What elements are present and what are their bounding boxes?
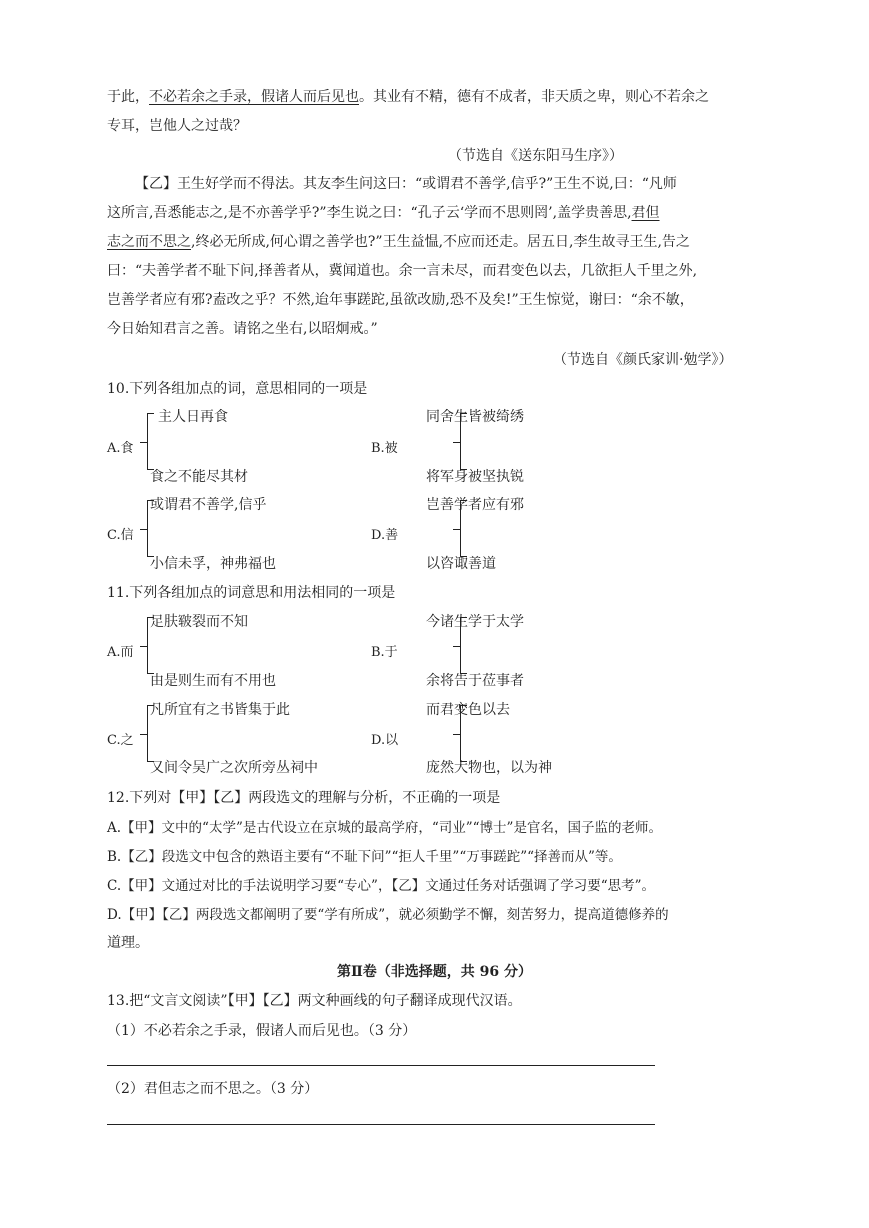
text: 于此，	[107, 89, 149, 105]
yi-line-3	[107, 228, 767, 257]
q10-a-top: 主人日再食	[158, 409, 228, 425]
q13-stem: 13.把“文言文阅读”【甲】【乙】两文种画线的句子翻译成现代汉语。	[107, 993, 522, 1009]
yi-source: （节选自《颜氏家训·勉学》）	[553, 352, 733, 368]
q10-option-a: A.食	[107, 441, 134, 456]
q12-option-c: C.【甲】文通过对比的手法说明学习要“专心”，【乙】文通过任务对话强调了学习要“思考”。	[107, 878, 655, 894]
text: 这所言,吾悉能志之,是不亦善学乎?”李生说之曰：“孔子云‘学而不思则罔’,盖学贵善思,	[107, 205, 632, 221]
q12-option-a: A.【甲】文中的“太学”是古代设立在京城的最高学府，“司业”“博士”是官名，国子监的老师。	[107, 820, 662, 836]
q11-b-bottom: 余将告于莅事者	[426, 673, 524, 689]
brace-icon	[147, 413, 156, 470]
jia-line-1	[107, 83, 767, 112]
q11-c-top: 凡所宜有之书皆集于此	[150, 702, 290, 718]
q11-option-c: C.之	[107, 733, 134, 748]
q11-stem: 11.下列各组加点的词意思和用法相同的一项是	[107, 585, 396, 601]
q13-subquestion-1: （1）不必若余之手录，假诸人而后见也。（3 分）	[107, 1023, 417, 1039]
q10-c-bottom: 小信未孚，神弗福也	[150, 556, 276, 572]
answer-line-2[interactable]	[107, 1124, 655, 1125]
text: ,终必无所成,何心谓之善学也?”王生益愠,不应而还走。居五日,李生故寻王生,告之	[191, 234, 690, 250]
q10-d-bottom: 以咨诹善道	[426, 556, 496, 572]
answer-line-1[interactable]	[107, 1065, 655, 1066]
q12-option-d-cont: 道理。	[107, 935, 149, 951]
q13-subquestion-2: （2）君但志之而不思之。（3 分）	[107, 1081, 319, 1097]
q10-stem: 10.下列各组加点的词，意思相同的一项是	[107, 381, 368, 397]
yi-line-2	[107, 199, 767, 228]
jia-source: （节选自《送东阳马生序》）	[448, 148, 623, 164]
text: 。其业有不精，德有不成者，非天质之卑，则心不若余之	[359, 89, 709, 105]
q10-d-top: 岂善学者应有邪	[426, 497, 524, 513]
yi-line-1: 【乙】王生好学而不得法。其友李生问这曰：“或谓君不善学,信乎?”王生不说,曰：“凡师	[135, 176, 677, 192]
q12-option-d: D.【甲】【乙】两段选文都阐明了要“学有所成”，就必须勤学不懈，刻苦努力，提高道德修养的	[107, 907, 669, 923]
q11-option-d: D.以	[371, 733, 399, 748]
q10-b-top: 同舍生皆被绮绣	[426, 409, 524, 425]
q11-d-top: 而君变色以去	[426, 702, 510, 718]
q11-d-bottom: 庞然大物也，以为神	[426, 760, 552, 776]
yi-line-5: 岂善学者应有邪?盍改之乎？不然,迨年事蹉跎,虽欲改励,恐不及矣!”王生惊觉，谢曰：“余不敏，	[107, 292, 694, 308]
q11-option-b: B.于	[371, 645, 398, 660]
q11-a-bottom: 由是则生而有不用也	[150, 673, 276, 689]
underlined-sentence-2b: 志之而不思之	[107, 234, 191, 250]
q11-a-top: 足肤皲裂而不知	[150, 614, 248, 630]
q11-c-bottom: 又间令吴广之次所旁丛祠中	[150, 760, 318, 776]
jia-line-2: 专耳，岂他人之过哉？	[107, 118, 247, 134]
q10-c-top: 或谓君不善学,信乎	[150, 497, 267, 513]
jia-passage-end	[107, 83, 767, 141]
q10-option-b: B.被	[371, 441, 398, 456]
q12-stem: 12.下列对【甲】【乙】两段选文的理解与分析，不正确的一项是	[107, 790, 501, 806]
q11-b-top: 今诸生学于太学	[426, 614, 524, 630]
q10-a-bottom: 食之不能尽其材	[150, 469, 248, 485]
yi-line-6: 今日始知君言之善。请铭之坐右,以昭炯戒。”	[107, 321, 378, 337]
section-heading: 第Ⅱ卷（非选择题，共 96 分）	[336, 964, 533, 980]
yi-line-4: 曰：“夫善学者不耻下问,择善者从，冀闻道也。余一言未尽，而君变色以去，几欲拒人千里之外,	[107, 263, 698, 279]
q10-option-c: C.信	[107, 528, 134, 543]
underlined-sentence-2a: 君但	[631, 205, 660, 221]
q10-b-bottom: 将军身被坚执锐	[426, 469, 524, 485]
q11-option-a: A.而	[107, 645, 134, 660]
underlined-sentence-1: 不必若余之手录，假诸人而后见也	[149, 89, 359, 105]
q10-option-d: D.善	[371, 528, 399, 543]
yi-passage	[107, 170, 767, 344]
q12-option-b: B.【乙】段选文中包含的熟语主要有“不耻下问”“拒人千里”“万事蹉跎”“择善而从”等。	[107, 849, 622, 865]
